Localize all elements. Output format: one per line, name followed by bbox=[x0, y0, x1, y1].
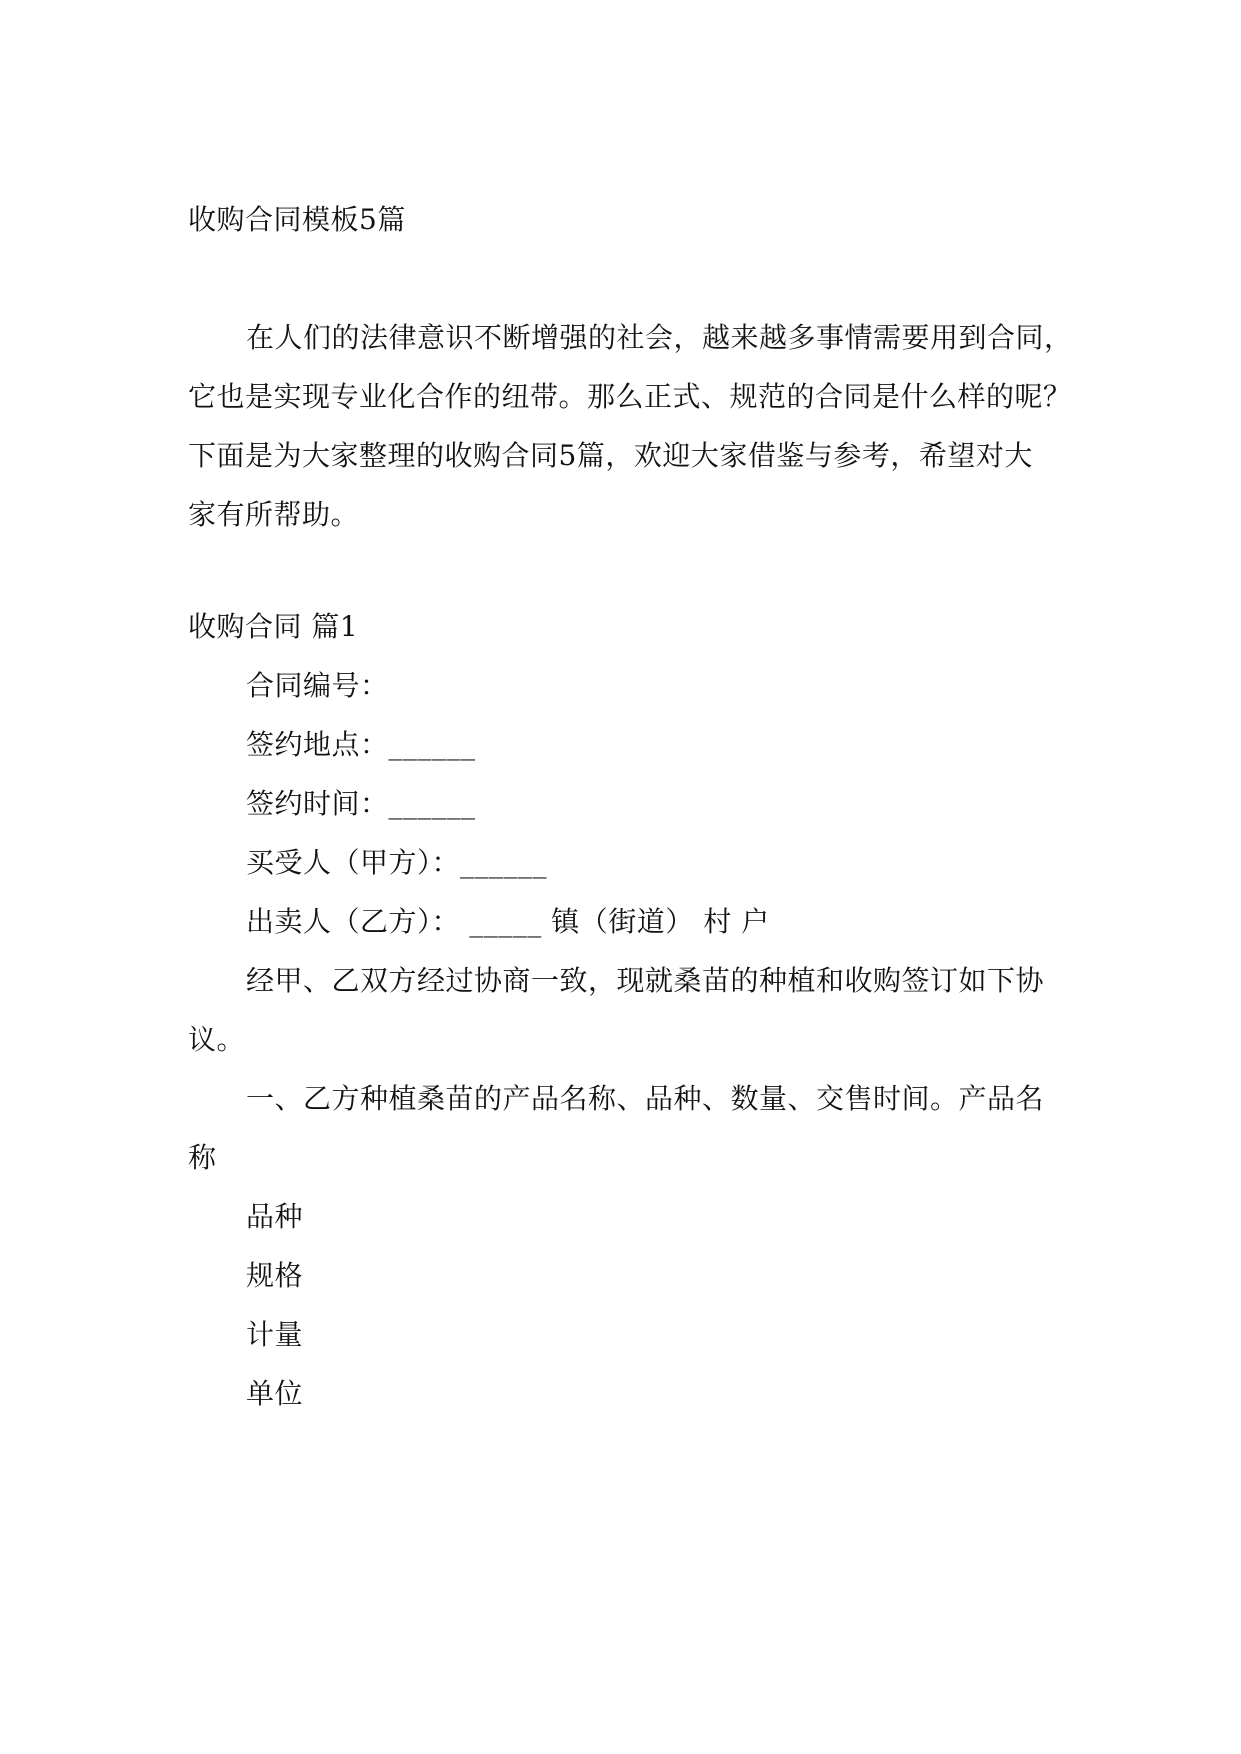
field-sign-time: 签约时间：______ bbox=[246, 787, 476, 820]
field-sign-place: 签约地点：______ bbox=[246, 728, 476, 761]
document-title: 收购合同模板5篇 bbox=[188, 203, 406, 236]
clause-one-line-1: 一、乙方种植桑苗的产品名称、品种、数量、交售时间。产品名 bbox=[246, 1082, 1045, 1115]
intro-line-3: 下面是为大家整理的收购合同5篇，欢迎大家借鉴与参考，希望对大 bbox=[188, 439, 1033, 472]
table-label-spec: 规格 bbox=[246, 1259, 304, 1292]
intro-line-4: 家有所帮助。 bbox=[188, 498, 360, 531]
section-heading: 收购合同 篇1 bbox=[188, 610, 359, 643]
clause-one-line-2: 称 bbox=[188, 1141, 217, 1174]
intro-line-1: 在人们的法律意识不断增强的社会，越来越多事情需要用到合同， bbox=[246, 321, 1073, 354]
field-seller: 出卖人（乙方）： _____ 镇（街道） 村 户 bbox=[246, 905, 770, 938]
agreement-line-2: 议。 bbox=[188, 1023, 246, 1056]
table-label-unit: 单位 bbox=[246, 1377, 304, 1410]
table-label-measure: 计量 bbox=[246, 1318, 304, 1351]
agreement-line-1: 经甲、乙双方经过协商一致，现就桑苗的种植和收购签订如下协 bbox=[246, 964, 1045, 997]
field-buyer: 买受人（甲方）：______ bbox=[246, 846, 548, 879]
table-label-variety: 品种 bbox=[246, 1200, 304, 1233]
intro-line-2: 它也是实现专业化合作的纽带。那么正式、规范的合同是什么样的呢？ bbox=[188, 380, 1072, 413]
field-contract-no: 合同编号： bbox=[246, 669, 389, 702]
